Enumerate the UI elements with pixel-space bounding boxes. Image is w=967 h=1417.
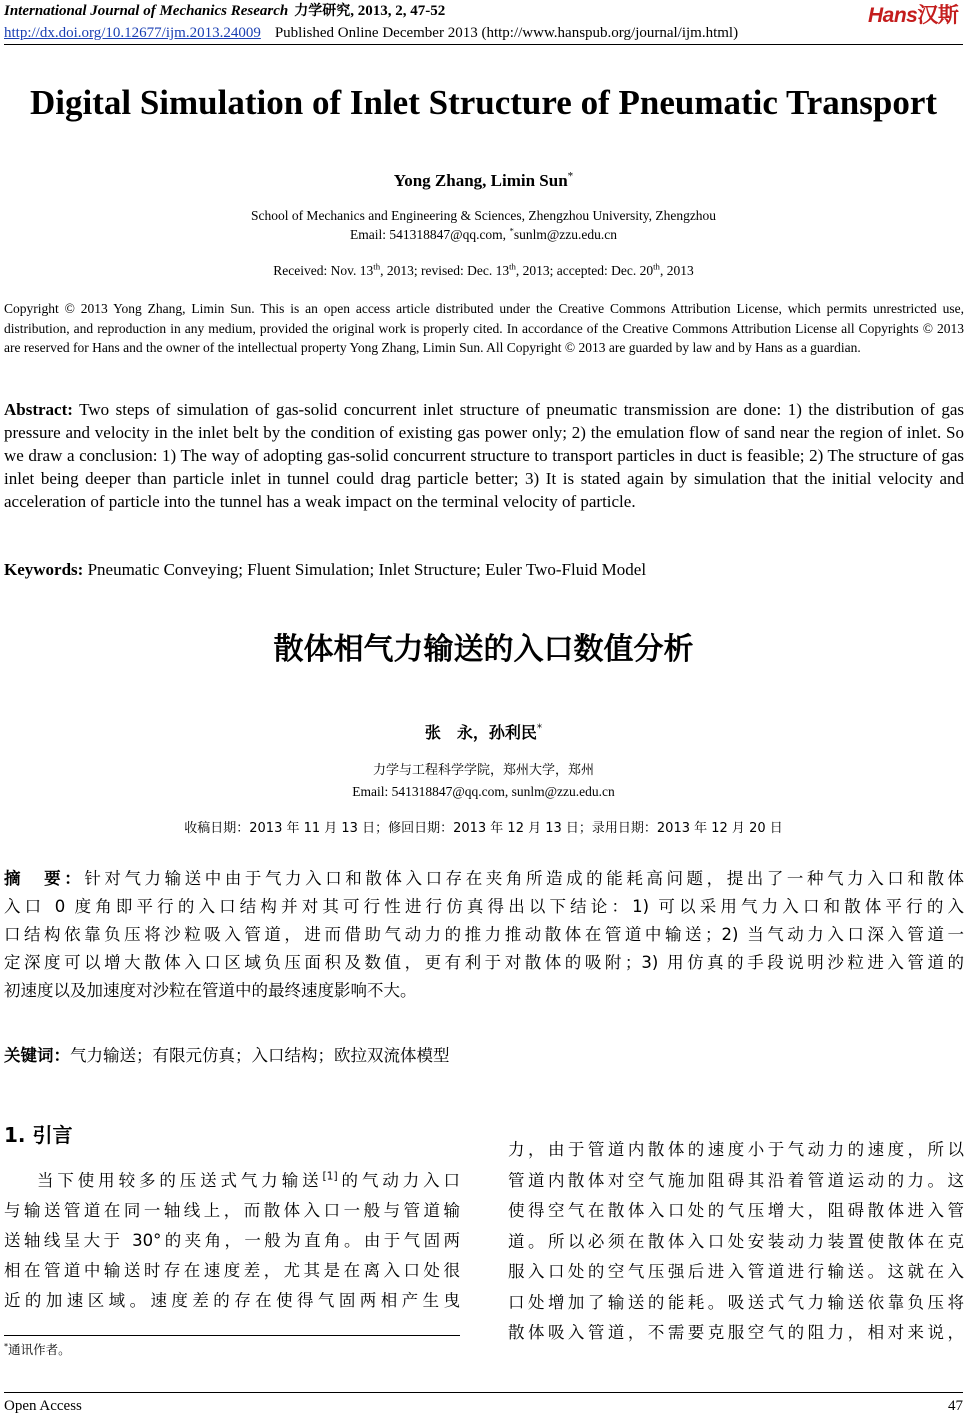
author-names-zh: 张 永，孙利民 (424, 723, 537, 742)
author-names: Yong Zhang, Limin Sun (393, 171, 568, 190)
logo-zh: 汉斯 (917, 3, 959, 27)
email-zh: Email: 541318847@qq.com, sunlm@zzu.edu.cn (352, 784, 615, 799)
abstract-zh: 摘 要：针对气力输送中由于气力入口和散体入口存在夹角所造成的能耗高问题，提出了一种气力入口和散体 入口 0 度角即平行的入口结构并对其可行性进行仿真得出以下结论：1) 可以采用气力入口和散体平行的入 口结构依靠负压将沙粒吸入管道，进而借助气动力的推力推动散体在管道中输送；2) 当气动力入口深入管道一 定深度可以增大散体入口区域负压面积及数值，更有利于对散体的吸附；3) 用仿真的手段说明沙粒进入管道的 初速度以及加速度对沙粒在管道中的最终速度影响不大。 (4, 869, 965, 1000)
keywords-text: Pneumatic Conveying; Fluent Simulation; Inlet Structure; Euler Two-Fluid Model (83, 560, 647, 579)
section-heading: 1. 引言 (4, 1123, 73, 1147)
affiliation: School of Mechanics and Engineering & Sciences, Zhengzhou University, Zhengzhou (250, 208, 717, 223)
footer-open-access: Open Access (4, 1398, 82, 1414)
journal-issue: , 2013, 2, 47-52 (350, 3, 446, 19)
doi-link[interactable]: http://dx.doi.org/10.12677/ijm.2013.24009 (4, 25, 261, 41)
footnote-rule (4, 1335, 460, 1336)
received-dates: Received: Nov. 13th, 2013; revised: Dec. 13th, 2013; accepted: Dec. 20th, 2013 (273, 261, 694, 278)
authors-zh (0, 722, 967, 744)
header-rule (4, 44, 963, 45)
citation-1[interactable]: [1] (322, 1169, 338, 1183)
authors (0, 170, 967, 192)
abstract-label: Abstract: (4, 400, 73, 419)
footnote-text: 通讯作者。 (8, 1342, 71, 1357)
dates-zh: 收稿日期：2013 年 11 月 13 日；修回日期：2013 年 12 月 13 日；录用日期：2013 年 12 月 20 日 (184, 821, 783, 836)
logo-latin: Hans (868, 4, 918, 27)
section-right-column: 力，由于管道内散体的速度小于气动力的速度，所以 管道内散体对空气施加阻碍其沿着管道运动的力。这 使得空气在散体入口处的气压增大，阻碍散体进入管 道。所以必须在散体入口处安装动力装置使散体在克 服入口处的空气压强后进入管道进行输送。这就在入 口处增加了输送的能耗。吸送式气力输送依靠负压将 散体吸入管道，不需要克服空气的阻力，相对来说， (508, 1140, 964, 1342)
paper-title: Digital Simulation of Inlet Structure of Pneumatic Transport (29, 83, 938, 122)
email-mark: * (509, 225, 514, 236)
affiliation-zh: 力学与工程科学学院，郑州大学，郑州 (372, 763, 594, 778)
footer-rule (4, 1392, 963, 1393)
corresponding-mark-zh: * (536, 722, 543, 735)
footnote (4, 1341, 71, 1359)
journal-name-zh: 力学研究 (294, 3, 351, 19)
keywords-zh-label: 关键词： (4, 1046, 70, 1065)
corresponding-mark: * (567, 170, 574, 183)
email (0, 226, 967, 244)
published-online: Published Online December 2013 (http://www.hanspub.org/journal/ijm.html) (274, 25, 739, 41)
copyright-notice: Copyright © 2013 Yong Zhang, Limin Sun. This is an open access article distributed under the Creative Commons Attribution License, which permits unrestricted use, distribution, and reproduction in any medium, provided the original work is properly cited. In accordance of the Creative Commons Attribution License all Copyrights © 2013 are reserved for Hans and the owner of the intellectual property Yong Zhang, Limin Sun. All Copyright © 2013 are guarded by law and by Hans as a guardian. (4, 301, 964, 355)
keywords-zh-text: 气力输送；有限元仿真；入口结构；欧拉双流体模型 (70, 1046, 450, 1065)
journal-name: International Journal of Mechanics Research (4, 3, 289, 19)
abstract-zh-label: 摘 要： (4, 869, 85, 888)
keywords-label: Keywords: (4, 560, 84, 579)
abstract (4, 398, 964, 513)
page-number: 47 (948, 1398, 963, 1414)
email-first: Email: 541318847@qq.com, (350, 227, 510, 242)
doi-line (4, 24, 964, 42)
footnote-mark: * (4, 1340, 9, 1351)
abstract-text: Two steps of simulation of gas-solid concurrent inlet structure of pneumatic transmission are done: 1) the distribution of gas pressure and velocity in the inlet belt by the condition of existing gas power only; 2) the emulation flow of sand near the region of inlet. So we draw a conclusion: 1) The way of adopting gas-solid concurrent structure to transport particles in duct is feasible; 2) The structure of gas inlet being deeper than particle inlet in tunnel could drag particle better; 3) It is stated again by simulation that the initial velocity and acceleration of particle into the tunnel has a weak impact on the terminal velocity of particle. (4, 400, 964, 511)
keywords-zh (4, 1044, 964, 1068)
email-second: sunlm@zzu.edu.cn (513, 227, 617, 242)
section-left-column: 当下使用较多的压送式气力输送[1]的气动力入口 与输送管道在同一轴线上，而散体入口一般与管道输 送轴线呈大于 30°的夹角，一般为直角。由于气固两 相在管道中输送时存在速度差，尤其是在离入口处很 近的加速区域。速度差的存在使得气固两相产生曳 (4, 1169, 460, 1310)
paper-title-zh: 散体相气力输送的入口数值分析 (273, 632, 694, 667)
running-header (4, 2, 964, 20)
keywords (4, 558, 964, 581)
